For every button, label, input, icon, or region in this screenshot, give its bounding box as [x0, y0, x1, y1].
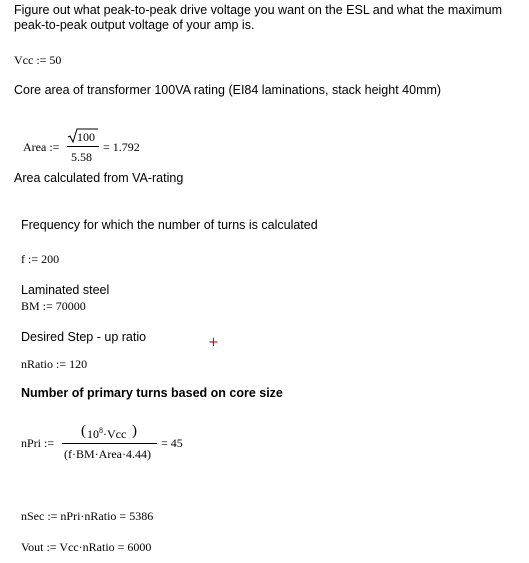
nsec-definition[interactable]: nSec := nPri·nRatio = 5386 [21, 509, 154, 523]
bm-definition[interactable]: BM := 70000 [21, 299, 86, 313]
area-sqrt-arg: 100 [77, 130, 95, 144]
area-denominator: 5.58 [71, 150, 92, 164]
stepup-text: Desired Step - up ratio [21, 330, 147, 344]
intro-line-2: peak-to-peak output voltage of your amp is. [14, 18, 255, 32]
vout-definition[interactable]: Vout := Vcc·nRatio = 6000 [21, 540, 152, 554]
area-result: = 1.792 [103, 140, 140, 154]
intro-line-1: Figure out what peak-to-peak drive voltage you want on the ESL and what the maximum [14, 3, 503, 17]
npri-result: = 45 [161, 436, 183, 450]
npri-lhs: nPri := [21, 436, 55, 450]
area-fraction-bar [67, 146, 99, 147]
area-note: Area calculated from VA-rating [14, 171, 184, 185]
vcc-definition[interactable]: Vcc := 50 [14, 53, 62, 67]
npri-numerator [87, 427, 126, 441]
nratio-definition[interactable]: nRatio := 120 [21, 357, 88, 371]
steel-text: Laminated steel [21, 283, 110, 297]
numerator-base: 10 [87, 427, 99, 441]
npri-fraction-bar [62, 443, 157, 444]
numerator-rest: ·Vcc [103, 427, 127, 441]
core-area-text: Core area of transformer 100VA rating (EI84 laminations, stack height 40mm) [14, 83, 442, 97]
npri-denominator: (f·BM·Area·4.44) [64, 447, 151, 461]
primary-turns-heading: Number of primary turns based on core size [21, 386, 283, 400]
numerator-exponent: 8 [99, 426, 103, 435]
f-definition[interactable]: f := 200 [21, 252, 60, 266]
frequency-text: Frequency for which the number of turns is calculated [21, 218, 318, 232]
crosshair-cursor-icon: + [208, 335, 219, 350]
numerator-open-paren: ( [81, 423, 86, 439]
area-lhs: Area := [23, 140, 60, 154]
numerator-close-paren: ) [132, 423, 137, 439]
